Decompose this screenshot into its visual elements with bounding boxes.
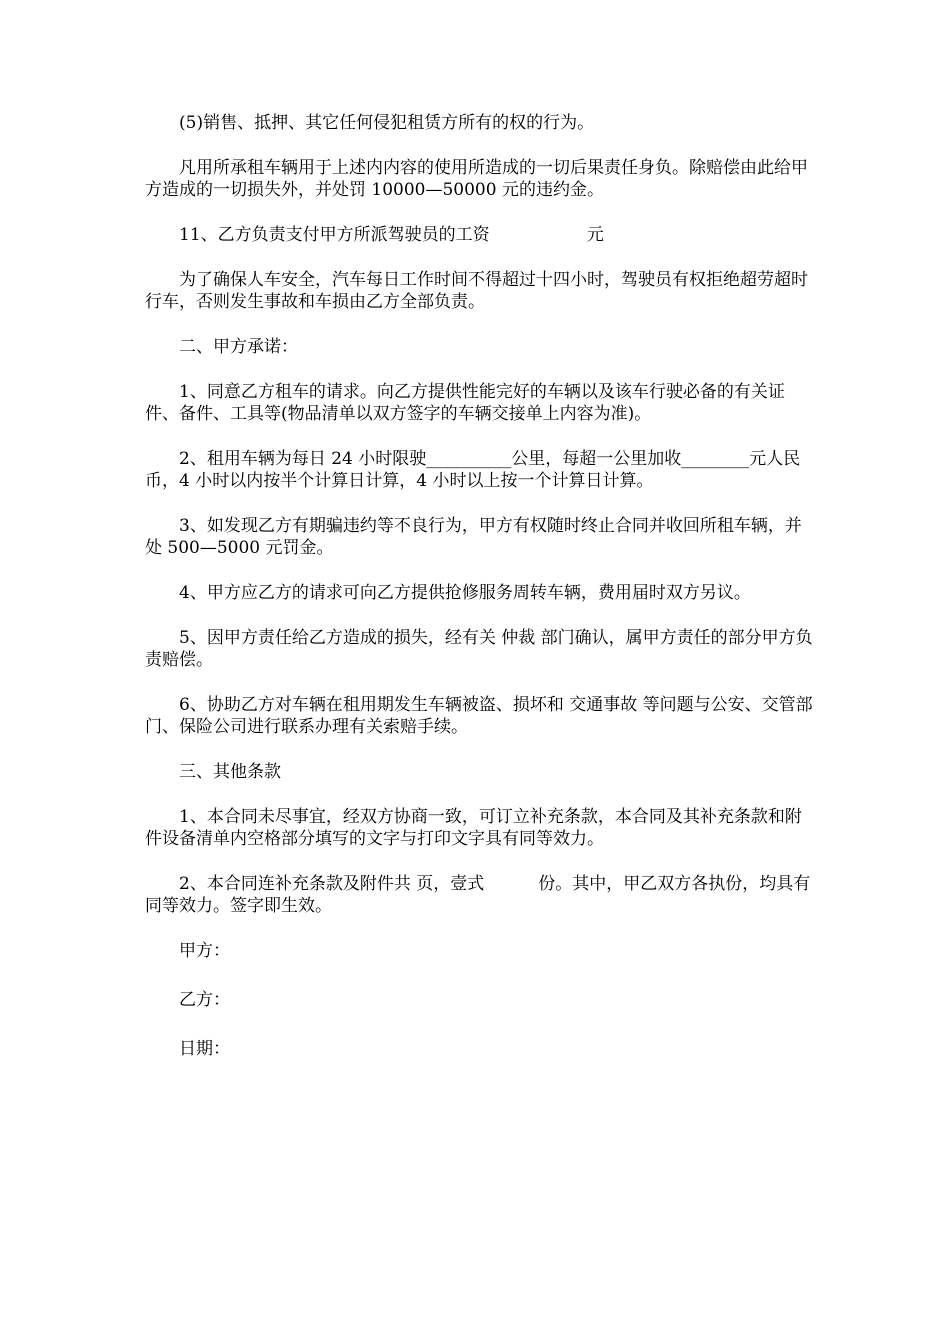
- signature-jia: 甲方：: [179, 941, 230, 961]
- jia-item: 5、因甲方责任给乙方造成的损失，经有关 仲裁 部门确认，属甲方责任的部分甲方负责赔偿。: [145, 628, 813, 670]
- section-heading-jia: 二、甲方承诺：: [179, 337, 298, 357]
- other-item: 2、本合同连补充条款及附件共 页，壹式 份。其中，甲乙双方各执份，均具有同等效力。签字即生效。: [145, 874, 811, 916]
- other-item: 1、本合同未尽事宜，经双方协商一致，可订立补充条款，本合同及其补充条款和附件设备清单内空格部分填写的文字与打印文字具有同等效力。: [145, 807, 802, 849]
- paragraph: 为了确保人车安全，汽车每日工作时间不得超过十四小时，驾驶员有权拒绝超劳超时行车，否则发生事故和车损由乙方全部负责。: [145, 270, 808, 312]
- section-heading-other: 三、其他条款: [179, 762, 281, 782]
- document-page: [145, 112, 815, 1087]
- jia-item: 1、同意乙方租车的请求。向乙方提供性能完好的车辆以及该车行驶必备的有关证件、备件、工具等(物品清单以双方签字的车辆交接单上内容为准)。: [145, 382, 785, 424]
- signature-date: 日期：: [179, 1039, 230, 1059]
- signature-yi: 乙方：: [179, 990, 230, 1010]
- paragraph: 凡用所承租车辆用于上述内内容的使用所造成的一切后果责任身负。除赔偿由此给甲方造成的一切损失外，并处罚 10000—50000 元的违约金。: [145, 158, 808, 200]
- paragraph: (5)销售、抵押、其它任何侵犯租赁方所有的权的行为。: [179, 113, 595, 133]
- jia-item: 2、租用车辆为每日 24 小时限驶__________公里，每超一公里加收________元人民币，4 小时以内按半个计算日计算，4 小时以上按一个计算日计算。: [145, 449, 801, 491]
- paragraph: 11、乙方负责支付甲方所派驾驶员的工资 元: [179, 225, 604, 245]
- jia-item: 4、甲方应乙方的请求可向乙方提供抢修服务周转车辆，费用届时双方另议。: [179, 583, 751, 603]
- jia-item: 6、协助乙方对车辆在租用期发生车辆被盗、损坏和 交通事故 等问题与公安、交管部门、保险公司进行联系办理有关索赔手续。: [145, 695, 813, 737]
- jia-item: 3、如发现乙方有期骗违约等不良行为，甲方有权随时终止合同并收回所租车辆，并处 500—5000 元罚金。: [145, 516, 802, 558]
